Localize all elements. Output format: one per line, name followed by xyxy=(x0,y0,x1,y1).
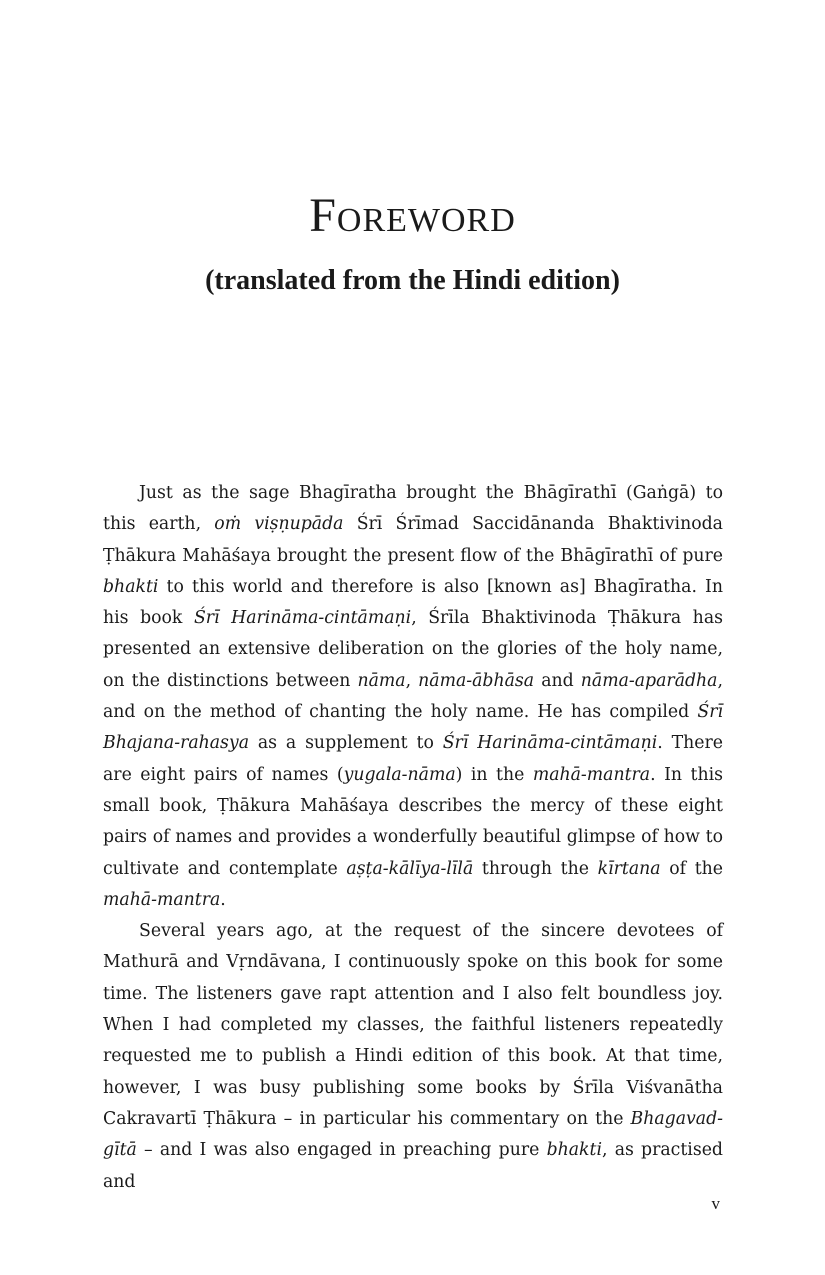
text-run: of the xyxy=(660,858,724,879)
italic-term: oṁ viṣṇupāda xyxy=(214,514,344,535)
text-run: – and I was also engaged in preaching pure xyxy=(136,1140,547,1161)
italic-term: nāma xyxy=(357,670,406,691)
page-title: Foreword xyxy=(309,189,516,242)
italic-term: Śrī Harināma-cintāmaṇi xyxy=(442,733,658,754)
text-run: Several years ago, at the request of the sincere devotees of Mathurā and Vṛndāvana, I continuously spoke on this book for some time. The listeners gave rapt attention and I also felt boundless joy. When I had completed my classes, the faithful listeners repeatedly requested me to publish a Hindi edition of this book. At that time, however, I was busy publishing some books by Śrīla Viśvanātha Cakravartī Ṭhākura – in particular his commentary on the xyxy=(103,921,723,1129)
paragraph-1 xyxy=(103,478,723,916)
text-run: . xyxy=(220,889,226,910)
text-run: through the xyxy=(473,858,598,879)
italic-term: yugala-nāma xyxy=(343,764,456,785)
italic-term: mahā-mantra xyxy=(103,889,221,910)
italic-term: aṣṭa-kālīya-līlā xyxy=(346,858,474,879)
text-run: to this world and therefore is also [known as] Bhagīratha. In his book xyxy=(103,576,723,629)
italic-term: Śrī Harināma-cintāmaṇi xyxy=(193,608,412,629)
text-run: Just as the sage Bhagīratha brought the Bhāgīrathī (Gaṅgā) to this earth, xyxy=(103,483,723,535)
text-run: , as practised and xyxy=(103,1140,723,1192)
italic-term: bhakti xyxy=(103,576,159,597)
text-run: . In this small book, Ṭhākura Mahāśaya describes the mercy of these eight pairs of names and provides a wonderfully beautiful glimpse of how to cultivate and contemplate xyxy=(103,764,723,879)
paragraph-2 xyxy=(103,916,723,1198)
text-run: and xyxy=(534,670,581,691)
italic-term: kīrtana xyxy=(597,858,661,879)
italic-term: bhakti xyxy=(546,1140,603,1161)
italic-term: nāma-aparādha xyxy=(580,670,718,691)
body-text xyxy=(103,478,723,1198)
text-run: ) in the xyxy=(455,764,533,785)
page-subtitle: (translated from the Hindi edition) xyxy=(205,265,620,296)
italic-term: mahā-mantra xyxy=(532,764,651,785)
text-run: as a supplement to xyxy=(249,733,443,754)
text-run: , Śrīla Bhaktivinoda Ṭhākura has presented an extensive deliberation on the glories of the holy name, on the distinctions between xyxy=(103,608,723,691)
italic-term: nāma-ābhāsa xyxy=(418,670,535,691)
italic-term: Bhagavad-gītā xyxy=(103,1108,723,1161)
text-run: , xyxy=(405,670,419,691)
text-run: Śrī Śrīmad Saccidānanda Bhaktivinoda Ṭhākura Mahāśaya brought the present flow of the Bhāgīrathī of pure xyxy=(103,514,723,566)
italic-term: Śrī Bhajana-rahasya xyxy=(103,702,723,754)
text-run: , and on the method of chanting the holy name. He has compiled xyxy=(103,670,723,723)
page-number: v xyxy=(711,1194,720,1213)
text-run: . There are eight pairs of names ( xyxy=(103,733,723,785)
